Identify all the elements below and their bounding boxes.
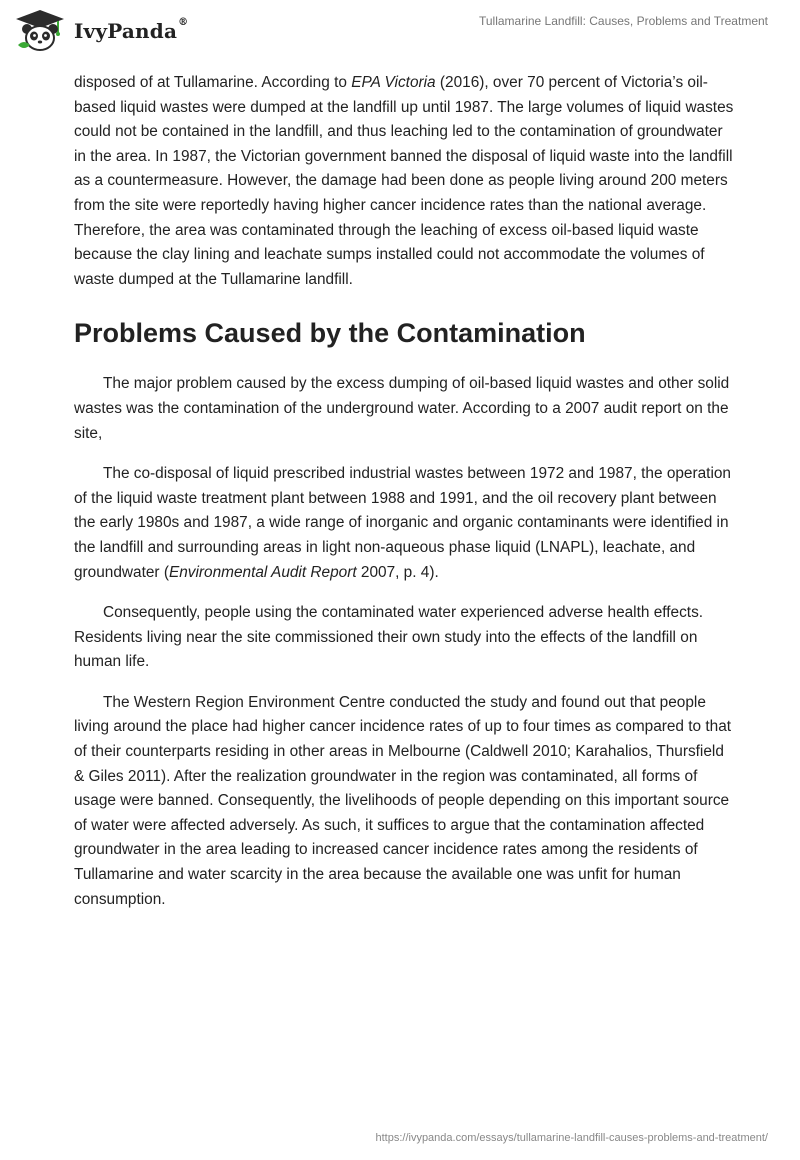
panda-graduate-icon xyxy=(14,9,66,53)
essay-content xyxy=(74,70,734,912)
brand-name: IvyPanda® xyxy=(74,17,189,43)
source-url[interactable]: https://ivypanda.com/essays/tullamarine-landfill-causes-problems-and-treatment/ xyxy=(375,1132,768,1144)
ivypanda-logo[interactable] xyxy=(14,9,188,53)
paragraph-5: The Western Region Environment Centre conducted the study and found out that people living around the place had higher cancer incidence rates of up to four times as compared to that of their counterparts residing in other areas in Melbourne (Caldwell 2010; Karahalios, Thursfield & Giles 2011). After the realization groundwater in the region was contaminated, all forms of usage were banned. Consequently, the livelihoods of people depending on this important source of water were affected adversely. As such, it suffices to argue that the contamination affected groundwater in the area leading to increased cancer incidence rates among the residents of Tullamarine and water scarcity in the area because the available one was unfit for human consumption. xyxy=(74,693,732,908)
paragraph-1: disposed of at Tullamarine. According to EPA Victoria (2016), over 70 percent of Victoria’s oil-based liquid wastes were dumped at the landfill up until 1987. The large volumes of liquid wastes could not be contained in the landfill, and thus leaching led to the contamination of groundwater in the area. In 1987, the Victorian government banned the disposal of liquid waste into the landfill as a countermeasure. However, the damage had been done as people living around 200 meters from the site were reportedly having higher cancer incidence rates than the national average. Therefore, the area was contaminated through the leaching of excess oil-based liquid waste because the clay lining and leachate sumps installed could not accommodate the volumes of waste dumped at the Tullamarine landfill. xyxy=(74,74,734,288)
page-header xyxy=(0,0,800,70)
paragraph-4: Consequently, people using the contaminated water experienced adverse health effects. Residents living near the site commissioned their own study into the effects of the landfill on human life. xyxy=(74,604,704,671)
citation-audit-report: Environmental Audit Report xyxy=(168,563,357,581)
paragraph-2: The major problem caused by the excess dumping of oil-based liquid wastes and other solid wastes was the contamination of the underground water. According to a 2007 audit report on the site, xyxy=(74,375,730,442)
citation-epa-victoria: EPA Victoria xyxy=(351,74,436,91)
document-title: Tullamarine Landfill: Causes, Problems and Treatment xyxy=(478,14,768,28)
section-heading: Problems Caused by the Contamination xyxy=(74,318,586,349)
block-quote: The co-disposal of liquid prescribed industrial wastes between 1972 and 1987, the operation of the liquid waste treatment plant between 1988 and 1991, and the oil recovery plant between the early 1980s and 1987, a wide range of inorganic and organic contaminants were identified in the landfill and surrounding areas in light non-aqueous phase liquid (LNAPL), leachate, and groundwater (Environmental Audit Report 2007, p. 4). xyxy=(74,465,731,581)
